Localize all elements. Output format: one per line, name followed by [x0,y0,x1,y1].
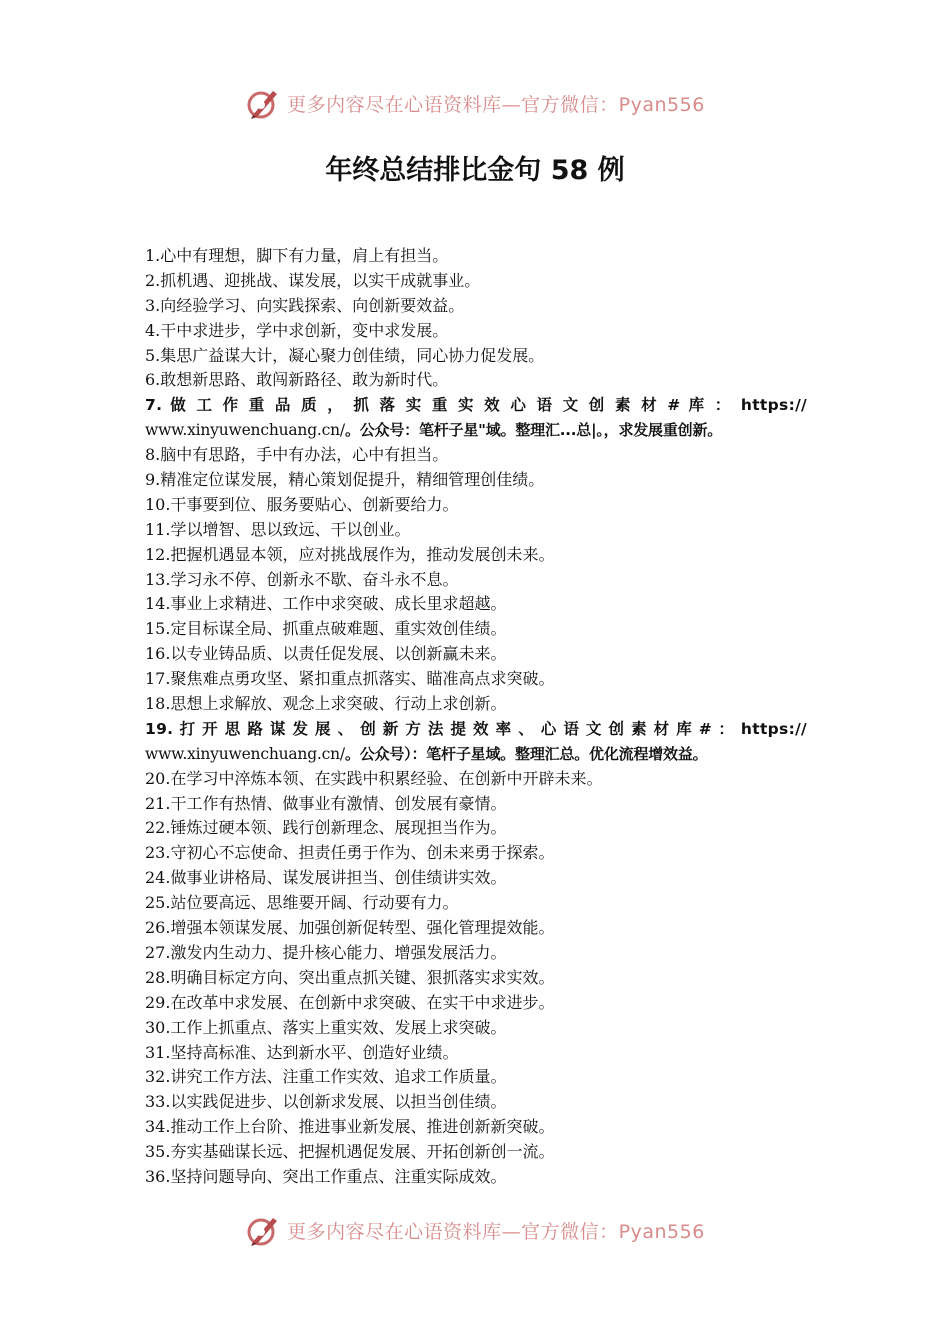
list-item-text: 24.做事业讲格局、谋发展讲担当、创佳绩讲实效。 [145,868,507,888]
list-item [145,294,807,319]
list-item [145,941,807,966]
list-item-text: 21.干工作有热情、做事业有激情、创发展有豪情。 [145,793,507,813]
list-item [145,468,807,493]
list-item-text: 。公众号：笔杆子星"域。整理汇...总|。，求发展重创新。 [344,421,723,440]
list-item-text: 3.向经验学习、向实践探索、向创新要效益。 [145,295,465,315]
watermark-text: 更多内容尽在心语资料库—官方微信：Pyan556 [287,93,705,116]
wechat-id: Pyan556 [618,93,705,116]
list-item-text: 9.精准定位谋发展，精心策划促提升，精细管理创佳绩。 [145,470,545,490]
list-item-text: 8.脑中有思路，手中有办法，心中有担当。 [145,445,449,465]
list-item [145,717,807,742]
list-item [145,244,807,269]
list-item [145,916,807,941]
list-item [145,344,807,369]
list-item-text: 17.聚焦难点勇攻坚、紧扣重点抓落实、瞄准高点求突破。 [145,669,555,689]
list-item [145,592,807,617]
url-text: www.xinyuwenchuang.cn/ [145,744,345,763]
list-item-text: 14.事业上求精进、工作中求突破、成长里求超越。 [145,594,507,614]
list-item-text: 29.在改革中求发展、在创新中求突破、在实干中求进步。 [145,992,555,1012]
list-item [145,543,807,568]
list-item [145,866,807,891]
list-item [145,767,807,792]
list-item [145,443,807,468]
list-item [145,617,807,642]
list-item-text: 18.思想上求解放、观念上求突破、行动上求创新。 [145,694,507,714]
list-item-text: 31.坚持高标准、达到新水平、创造好业绩。 [145,1042,459,1062]
list-item-text: 35.夯实基础谋长远、把握机遇促发展、开拓创新创一流。 [145,1142,555,1162]
list-item [145,742,807,767]
list-item-text: 30.工作上抓重点、落实上重实效、发展上求突破。 [145,1017,507,1037]
pen-logo-icon [245,1212,281,1248]
url-text: www.xinyuwenchuang.cn/ [145,421,345,440]
list-item-text: 28.明确目标定方向、突出重点抓关键、狠抓落实求实效。 [145,967,555,987]
list-item-text: 2.抓机遇、迎挑战、谋发展，以实干成就事业。 [145,270,481,290]
list-item [145,269,807,294]
list-item [145,692,807,717]
list-item [145,518,807,543]
list-item [145,991,807,1016]
list-item [145,1090,807,1115]
list-item-text: 7. 做 工 作 重 品 质 ， 抓 落 实 重 实 效 心 语 文 创 素 材 # 库 ： https:// [145,396,807,415]
list-item-text: 19. 打 开 思 路 谋 发 展 、 创 新 方 法 提 效 率 、 心 语 文 创 素 材 库 # ： https:// [145,719,807,738]
list-item-text: 23.守初心不忘使命、担责任勇于作为、创未来勇于探索。 [145,843,555,863]
list-item-text: 20.在学习中淬炼本领、在实践中积累经验、在创新中开辟未来。 [145,768,603,788]
wechat-id: Pyan556 [618,1220,705,1243]
list-item [145,418,807,443]
list-item-text: 16.以专业铸品质、以责任促发展、以创新赢未来。 [145,644,507,664]
list-item-text: 4.干中求进步，学中求创新，变中求发展。 [145,320,449,340]
list-item [145,1140,807,1165]
list-item [145,816,807,841]
list-item [145,1041,807,1066]
list-item [145,568,807,593]
list-item-text: 12.把握机遇显本领，应对挑战展作为，推动发展创未来。 [145,544,555,564]
list-item [145,841,807,866]
list-item [145,319,807,344]
sentence-list [145,244,807,1190]
list-item [145,1016,807,1041]
list-item-text: 。公众号）：笔杆子星域。整理汇总。优化流程增效益。 [344,744,708,763]
list-item-text: 22.锤炼过硬本领、践行创新理念、展现担当作为。 [145,818,507,838]
list-item-text: 15.定目标谋全局、抓重点破难题、重实效创佳绩。 [145,619,507,639]
list-item-text: 5.集思广益谋大计，凝心聚力创佳绩，同心协力促发展。 [145,345,545,365]
list-item-text: 13.学习永不停、创新永不歇、奋斗永不息。 [145,569,459,589]
list-item-text: 26.增强本领谋发展、加强创新促转型、强化管理提效能。 [145,918,555,938]
list-item [145,966,807,991]
list-item [145,493,807,518]
list-item [145,642,807,667]
list-item-text: 32.讲究工作方法、注重工作实效、追求工作质量。 [145,1067,507,1087]
list-item-text: 36.坚持问题导向、突出工作重点、注重实际成效。 [145,1166,507,1186]
list-item [145,393,807,418]
list-item-text: 27.激发内生动力、提升核心能力、增强发展活力。 [145,942,507,962]
watermark-text: 更多内容尽在心语资料库—官方微信：Pyan556 [287,1220,705,1243]
list-item [145,792,807,817]
list-item-text: 1.心中有理想，脚下有力量，肩上有担当。 [145,246,449,265]
list-item [145,1165,807,1190]
list-item [145,667,807,692]
list-item [145,368,807,393]
list-item-text: 33.以实践促进步、以创新求发展、以担当创佳绩。 [145,1092,507,1112]
list-item [145,891,807,916]
list-item-text: 11.学以增智、思以致远、干以创业。 [145,519,411,539]
page-title: 年终总结排比金句 58 例 [325,155,625,186]
footer-watermark-banner [0,1210,950,1250]
list-item [145,1065,807,1090]
list-item-text: 34.推动工作上台阶、推进事业新发展、推进创新新突破。 [145,1117,555,1137]
list-item [145,1115,807,1140]
list-item-text: 25.站位要高远、思维要开阔、行动要有力。 [145,893,459,913]
list-item-text: 10.干事要到位、服务要贴心、创新要给力。 [145,494,459,514]
list-item-text: 6.敢想新思路、敢闯新路径、敢为新时代。 [145,370,449,390]
header-watermark-banner [0,83,950,123]
pen-logo-icon [245,85,281,121]
